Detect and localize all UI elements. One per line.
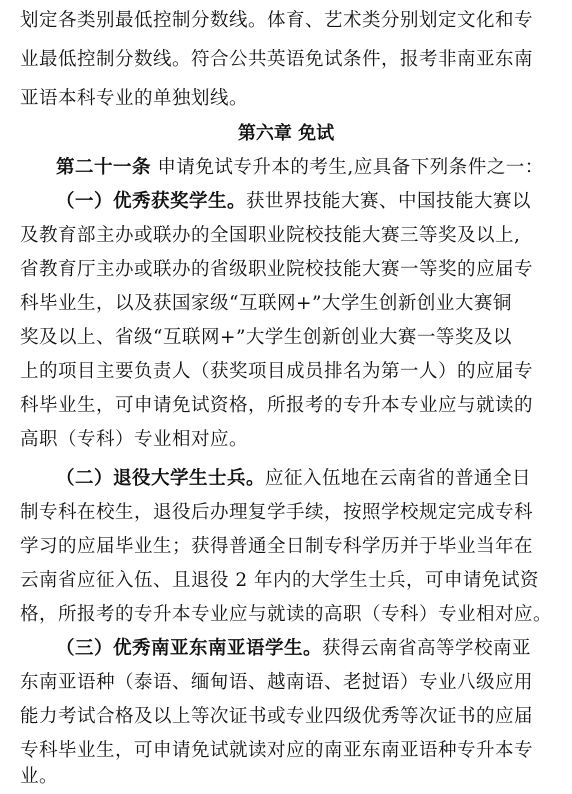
intro-line-3: 亚语本科专业的单独划线。 [20, 88, 249, 109]
item-1-line: 科毕业生，可申请免试资格，所报考的专升本专业应与就读的 [20, 395, 534, 416]
item-2-line: 云南省应征入伍、且退役 2 年内的大学生士兵，可申请免试资 [20, 570, 540, 591]
item-1-first-line [56, 185, 552, 219]
item-3-first-text: 获得云南省高等学校南亚 [322, 638, 532, 659]
article-line [56, 151, 552, 185]
article-text: 申请免试专升本的考生,应具备下列条件之一： [151, 157, 544, 178]
item-1-line: 科毕业生，以及获国家级“互联网+”大学生创新创业大赛铜 [20, 293, 512, 314]
item-3-first-line [56, 632, 552, 666]
item-1-line: 奖及以上、省级“互联网+”大学生创新创业大赛一等奖及以 [20, 327, 512, 348]
item-1-label: （一）优秀获奖学生。 [56, 191, 247, 212]
chapter-heading: 第六章 免试 [237, 123, 335, 144]
intro-line-1: 划定各类别最低控制分数线。体育、艺术类分别划定文化和专 [20, 10, 534, 31]
item-2-line: 制专科在校生，退役后办理复学手续，按照学校规定完成专科 [20, 502, 534, 523]
item-2-line: 格，所报考的专升本专业应与就读的高职（专科）专业相对应。 [20, 604, 553, 625]
item-1-line: 高职（专科）专业相对应。 [20, 429, 249, 450]
item-3-line: 专科毕业生，可申请免试就读对应的南亚东南亚语种专升本专 [20, 740, 534, 761]
item-2-label: （二）退役大学生士兵。 [56, 468, 266, 489]
item-1-line: 省教育厅主办或联办的省级职业院校技能大赛一等奖的应届专 [20, 259, 534, 280]
item-1-first-text: 获世界技能大赛、中国技能大赛以 [246, 191, 532, 212]
item-1-line: 上的项目主要负责人（获奖项目成员排名为第一人）的应届专 [20, 361, 534, 382]
item-3-line: 能力考试合格及以上等次证书或专业四级优秀等次证书的应届 [20, 706, 534, 727]
item-1-line: 及教育部主办或联办的全国职业院校技能大赛三等奖及以上, [20, 225, 521, 246]
item-3-line: 东南亚语种（泰语、缅甸语、越南语、老挝语）专业八级应用 [20, 672, 534, 693]
item-3-label: （三）优秀南亚东南亚语学生。 [56, 638, 323, 659]
item-2-line: 学习的应届毕业生；获得普通全日制专科学历并于毕业当年在 [20, 536, 534, 557]
item-3-line: 业。 [20, 766, 59, 787]
article-label: 第二十一条 [56, 157, 152, 178]
item-2-first-line [56, 462, 552, 496]
intro-line-2: 业最低控制分数线。符合公共英语免试条件，报考非南亚东南 [20, 49, 534, 70]
item-2-first-text: 应征入伍地在云南省的普通全日 [265, 468, 532, 489]
